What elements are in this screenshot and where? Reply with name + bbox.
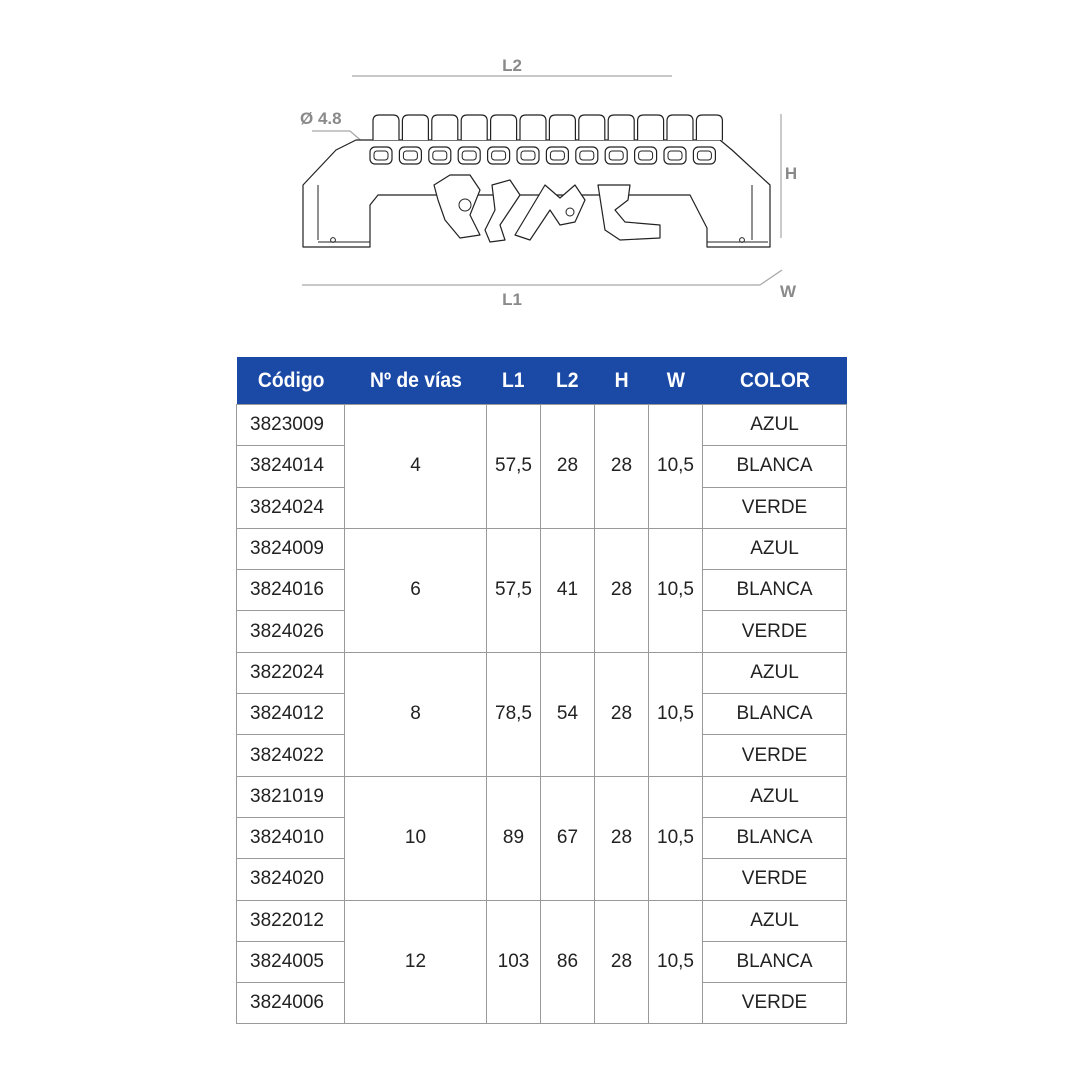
header-w: W <box>649 357 703 405</box>
screw-head-icon <box>402 115 428 140</box>
vias-cell: 6 <box>345 528 487 652</box>
h-cell: 28 <box>595 528 649 652</box>
screw-hole-icon <box>517 147 539 164</box>
color-cell: AZUL <box>703 652 847 693</box>
code-cell: 3821019 <box>237 776 345 817</box>
specifications-table <box>236 357 847 1024</box>
color-cell: VERDE <box>703 859 847 900</box>
screw-head-icon <box>667 115 693 140</box>
screw-head-icon <box>608 115 634 140</box>
vias-cell: 12 <box>345 900 487 1024</box>
h-cell: 28 <box>595 900 649 1024</box>
screw-head-icon <box>520 115 546 140</box>
code-cell: 3823009 <box>237 405 345 446</box>
terminal-block-drawing <box>303 115 770 247</box>
w-dimension-line <box>760 270 782 285</box>
l1-cell: 103 <box>487 900 541 1024</box>
screw-hole-icon <box>664 147 686 164</box>
code-cell: 3822024 <box>237 652 345 693</box>
diameter-label: Ø 4.8 <box>300 109 342 128</box>
w-cell: 10,5 <box>649 776 703 900</box>
code-cell: 3824010 <box>237 817 345 858</box>
color-cell: AZUL <box>703 405 847 446</box>
color-cell: BLANCA <box>703 570 847 611</box>
h-cell: 28 <box>595 405 649 529</box>
color-cell: VERDE <box>703 983 847 1024</box>
l1-label: L1 <box>502 290 522 309</box>
header-codigo: Código <box>237 357 345 405</box>
color-cell: BLANCA <box>703 446 847 487</box>
header-l1: L1 <box>487 357 541 405</box>
table-row <box>237 652 847 693</box>
vias-cell: 10 <box>345 776 487 900</box>
table-row <box>237 900 847 941</box>
color-cell: VERDE <box>703 487 847 528</box>
screw-hole-icon <box>693 147 715 164</box>
table-row <box>237 405 847 446</box>
w-cell: 10,5 <box>649 900 703 1024</box>
color-cell: AZUL <box>703 528 847 569</box>
screw-hole-icon <box>546 147 568 164</box>
color-cell: AZUL <box>703 776 847 817</box>
h-cell: 28 <box>595 776 649 900</box>
w-label: W <box>779 282 797 301</box>
code-cell: 3824006 <box>237 983 345 1024</box>
screw-hole-icon <box>576 147 598 164</box>
screw-head-icon <box>696 115 722 140</box>
header-color: COLOR <box>703 357 847 405</box>
color-cell: BLANCA <box>703 694 847 735</box>
l2-cell: 86 <box>541 900 595 1024</box>
color-cell: BLANCA <box>703 817 847 858</box>
vias-cell: 4 <box>345 405 487 529</box>
screw-hole-icon <box>429 147 451 164</box>
table-row <box>237 528 847 569</box>
screw-hole-icon <box>458 147 480 164</box>
code-cell: 3824005 <box>237 941 345 982</box>
code-cell: 3824026 <box>237 611 345 652</box>
screw-hole-icon <box>370 147 392 164</box>
code-cell: 3824020 <box>237 859 345 900</box>
code-cell: 3824024 <box>237 487 345 528</box>
screw-hole-icon <box>635 147 657 164</box>
screw-hole-icon <box>399 147 421 164</box>
header-vias: Nº de vías <box>345 357 487 405</box>
screw-head-icon <box>461 115 487 140</box>
code-cell: 3824014 <box>237 446 345 487</box>
terminal-block-diagram <box>0 0 1080 340</box>
screw-head-icon <box>638 115 664 140</box>
l1-cell: 57,5 <box>487 528 541 652</box>
h-cell: 28 <box>595 652 649 776</box>
l1-cell: 89 <box>487 776 541 900</box>
screw-head-icon <box>373 115 399 140</box>
color-cell: VERDE <box>703 735 847 776</box>
screw-hole-icon <box>605 147 627 164</box>
screw-hole-icon <box>488 147 510 164</box>
color-cell: BLANCA <box>703 941 847 982</box>
w-cell: 10,5 <box>649 405 703 529</box>
l1-cell: 57,5 <box>487 405 541 529</box>
color-cell: AZUL <box>703 900 847 941</box>
code-cell: 3822012 <box>237 900 345 941</box>
header-h: H <box>595 357 649 405</box>
h-label: H <box>784 164 798 183</box>
color-cell: VERDE <box>703 611 847 652</box>
screw-head-icon <box>432 115 458 140</box>
vias-cell: 8 <box>345 652 487 776</box>
code-cell: 3824016 <box>237 570 345 611</box>
screw-head-icon <box>549 115 575 140</box>
code-cell: 3824012 <box>237 694 345 735</box>
l2-cell: 41 <box>541 528 595 652</box>
code-cell: 3824022 <box>237 735 345 776</box>
l2-cell: 54 <box>541 652 595 776</box>
table-row <box>237 776 847 817</box>
l2-cell: 67 <box>541 776 595 900</box>
screw-head-icon <box>491 115 517 140</box>
l2-label: L2 <box>502 56 522 75</box>
l1-cell: 78,5 <box>487 652 541 776</box>
table-header-row <box>237 357 847 405</box>
header-l2: L2 <box>541 357 595 405</box>
w-cell: 10,5 <box>649 652 703 776</box>
w-cell: 10,5 <box>649 528 703 652</box>
screw-head-icon <box>579 115 605 140</box>
code-cell: 3824009 <box>237 528 345 569</box>
l2-cell: 28 <box>541 405 595 529</box>
